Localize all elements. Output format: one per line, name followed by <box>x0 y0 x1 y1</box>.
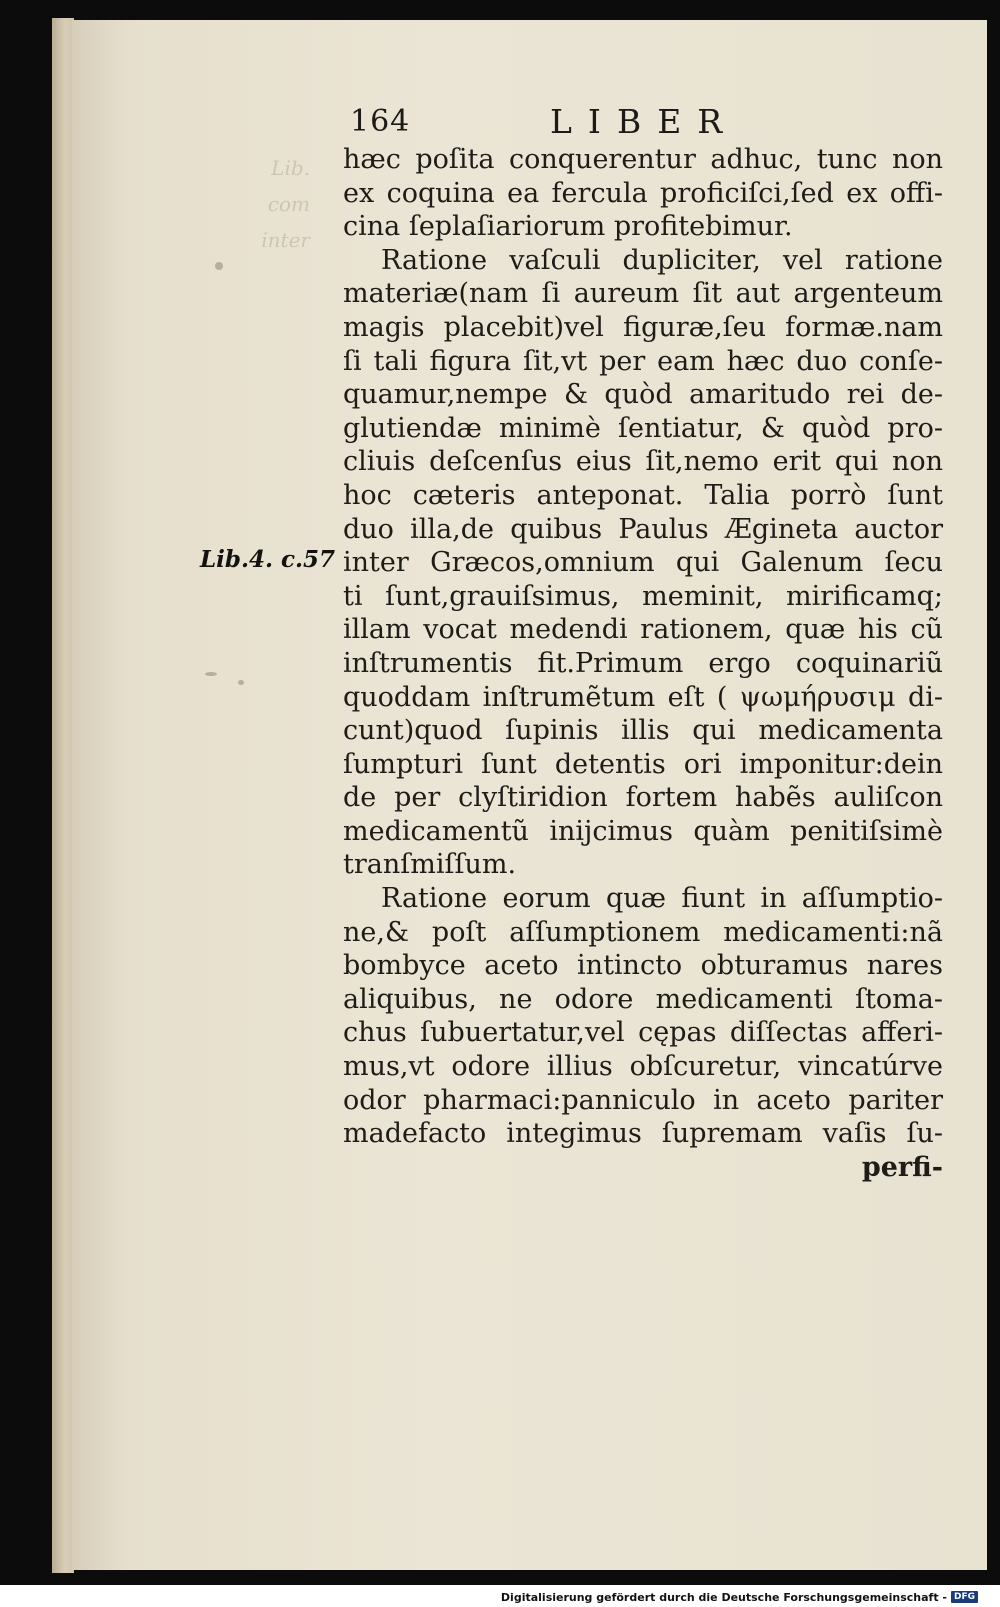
text-line: ſi tali figura ſit,vt per eam hæc duo conſe- <box>343 345 943 377</box>
paper-speck <box>205 672 217 676</box>
text-line: magis placebit)vel figuræ,ſeu formæ.nam <box>343 311 943 343</box>
text-line: glutiendæ minimè ſentiatur, & quòd pro- <box>343 412 943 444</box>
running-title: LIBER <box>550 102 739 141</box>
text-line: ſumpturi ſunt detentis ori imponitur:dein <box>343 748 943 780</box>
footer-credit <box>501 1587 978 1607</box>
catchword: perfi- <box>861 1151 943 1183</box>
text-line: de per clyſtiridion fortem habẽs auliſcon <box>343 782 943 814</box>
body-text <box>343 143 943 1184</box>
dfg-logo: DFG <box>951 1591 978 1603</box>
show-through-text: Lib. com inter <box>261 156 310 252</box>
text-line: cliuis deſcenſus eius ſit,nemo erit qui non <box>343 446 943 478</box>
text-line: tranſmiſſum. <box>343 849 517 881</box>
page-number: 164 <box>350 104 411 139</box>
text-line: ne,& poſt aſſumptionem medicamenti:nã <box>343 916 943 948</box>
text-line: inter Græcos,omnium qui Galenum ſecu <box>343 547 943 579</box>
text-line: hæc poſita conquerentur adhuc, tunc non <box>343 144 943 175</box>
text-line: chus ſubuertatur,vel cępas diſſectas afferi- <box>343 1017 943 1049</box>
text-line: Ratione vaſculi dupliciter, vel ratione <box>381 244 943 276</box>
text-line: quoddam inſtrumẽtum eſt ( ψωμήρυσιμ di- <box>343 681 943 713</box>
text-line: mus,vt odore illius obſcuretur, vincatúrve <box>343 1051 943 1083</box>
text-line: aliquibus, ne odore medicamenti ſtoma- <box>343 983 943 1015</box>
marginal-note: Lib.4. c.57 <box>200 546 336 573</box>
paper-speck <box>215 262 223 270</box>
text-line: odor pharmaci:panniculo in aceto pariter <box>343 1084 943 1116</box>
footer-credit-text: Digitalisierung gefördert durch die Deutsche Forschungsgemeinschaft - <box>500 1590 947 1604</box>
text-line: materiæ(nam ſi aureum ſit aut argenteum <box>343 278 943 310</box>
text-line: medicamentũ inijcimus quàm penitiſsimè <box>343 815 943 847</box>
text-line: duo illa,de quibus Paulus Ægineta auctor <box>343 513 943 545</box>
text-line: cunt)quod ſupinis illis qui medicamenta <box>343 715 943 747</box>
text-line: inſtrumentis fit.Primum ergo coquinariũ <box>343 647 943 679</box>
text-line: bombyce aceto intincto obturamus nares <box>343 950 943 982</box>
text-line: cina ſeplaſiariorum profitebimur. <box>343 211 793 243</box>
text-line: illam vocat medendi rationem, quæ his cũ <box>343 614 943 646</box>
text-line: madefacto integimus ſupremam vaſis ſu- <box>343 1118 943 1150</box>
text-line: Ratione eorum quæ fiunt in aſſumptio- <box>381 883 943 915</box>
text-line: ex coquina ea fercula proficiſci,ſed ex offi- <box>343 177 943 209</box>
page-edge <box>52 18 74 1573</box>
running-head <box>350 102 770 142</box>
paper-speck <box>238 680 244 685</box>
text-line: quamur,nempe & quòd amaritudo rei de- <box>343 379 943 411</box>
text-line: ti ſunt,grauiſsimus, meminit, mirificamq; <box>343 580 943 612</box>
text-line: hoc cæteris anteponat. Talia porrò ſunt <box>343 479 943 511</box>
